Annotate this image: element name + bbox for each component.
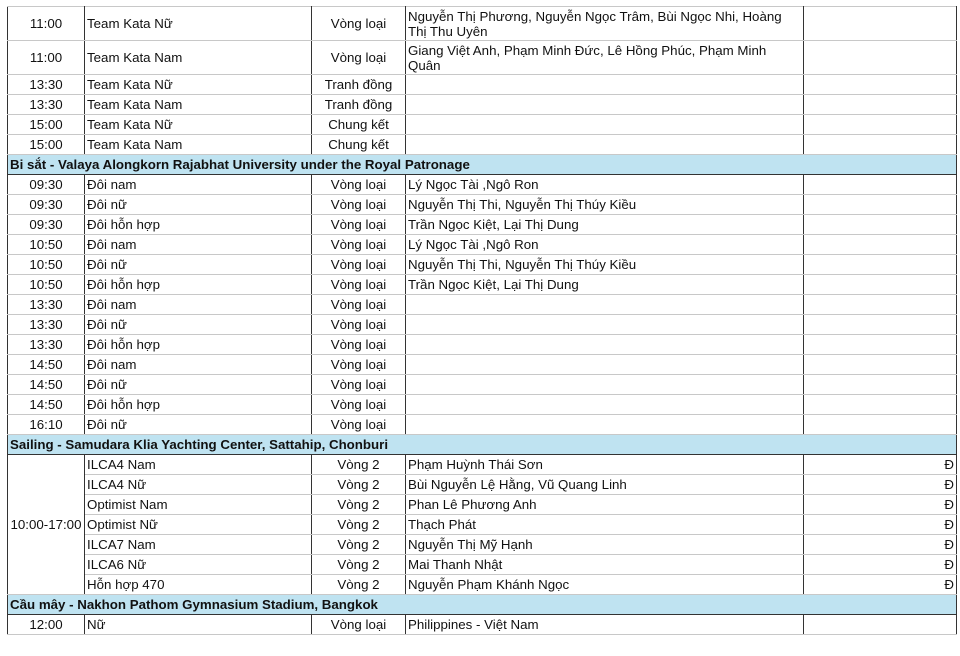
athletes-cell bbox=[406, 355, 804, 375]
athletes-cell: Trần Ngọc Kiệt, Lại Thị Dung bbox=[406, 275, 804, 295]
event-cell: ILCA4 Nam bbox=[85, 455, 312, 475]
athletes-cell: Nguyễn Phạm Khánh Ngọc bbox=[406, 575, 804, 595]
table-row bbox=[8, 235, 957, 255]
round-cell: Vòng 2 bbox=[312, 455, 406, 475]
extra-cell bbox=[804, 295, 957, 315]
extra-cell bbox=[804, 235, 957, 255]
athletes-cell: Giang Việt Anh, Phạm Minh Đức, Lê Hồng Phúc, Phạm Minh Quân bbox=[406, 41, 804, 75]
table-row bbox=[8, 115, 957, 135]
table-row bbox=[8, 575, 957, 595]
event-cell: ILCA4 Nữ bbox=[85, 475, 312, 495]
event-cell: Team Kata Nam bbox=[85, 135, 312, 155]
athletes-cell: Lý Ngọc Tài ,Ngô Ron bbox=[406, 175, 804, 195]
time-cell: 09:30 bbox=[8, 175, 85, 195]
round-cell: Vòng loại bbox=[312, 335, 406, 355]
event-cell: Đôi nữ bbox=[85, 255, 312, 275]
extra-cell bbox=[804, 335, 957, 355]
round-cell: Vòng loại bbox=[312, 395, 406, 415]
event-cell: Đôi nam bbox=[85, 295, 312, 315]
round-cell: Vòng loại bbox=[312, 41, 406, 75]
table-row bbox=[8, 615, 957, 635]
event-cell: Đôi nam bbox=[85, 355, 312, 375]
extra-cell: Đ bbox=[804, 495, 957, 515]
table-row bbox=[8, 555, 957, 575]
extra-cell bbox=[804, 355, 957, 375]
round-cell: Vòng loại bbox=[312, 315, 406, 335]
round-cell: Vòng loại bbox=[312, 415, 406, 435]
table-row bbox=[8, 215, 957, 235]
table-row bbox=[8, 355, 957, 375]
time-cell: 14:50 bbox=[8, 375, 85, 395]
athletes-cell: Thạch Phát bbox=[406, 515, 804, 535]
section-header-sepak-takraw bbox=[8, 595, 957, 615]
table-row bbox=[8, 495, 957, 515]
extra-cell: Đ bbox=[804, 575, 957, 595]
athletes-cell: Trần Ngọc Kiệt, Lại Thị Dung bbox=[406, 215, 804, 235]
extra-cell: Đ bbox=[804, 535, 957, 555]
extra-cell: Đ bbox=[804, 455, 957, 475]
time-cell: 15:00 bbox=[8, 135, 85, 155]
event-cell: Đôi nam bbox=[85, 235, 312, 255]
time-cell: 14:50 bbox=[8, 395, 85, 415]
table-row bbox=[8, 415, 957, 435]
athletes-cell bbox=[406, 375, 804, 395]
time-cell: 10:50 bbox=[8, 275, 85, 295]
event-cell: ILCA7 Nam bbox=[85, 535, 312, 555]
round-cell: Vòng 2 bbox=[312, 515, 406, 535]
round-cell: Vòng loại bbox=[312, 195, 406, 215]
event-cell: Optimist Nam bbox=[85, 495, 312, 515]
round-cell: Tranh đồng bbox=[312, 95, 406, 115]
time-cell: 11:00 bbox=[8, 41, 85, 75]
athletes-cell: Nguyễn Thị Phương, Nguyễn Ngọc Trâm, Bùi Ngọc Nhi, Hoàng Thị Thu Uyên bbox=[406, 7, 804, 41]
round-cell: Vòng 2 bbox=[312, 495, 406, 515]
athletes-cell: Mai Thanh Nhật bbox=[406, 555, 804, 575]
event-cell: ILCA6 Nữ bbox=[85, 555, 312, 575]
table-row bbox=[8, 395, 957, 415]
round-cell: Vòng loại bbox=[312, 7, 406, 41]
round-cell: Chung kết bbox=[312, 115, 406, 135]
schedule-table bbox=[7, 6, 957, 635]
athletes-cell: Philippines - Việt Nam bbox=[406, 615, 804, 635]
extra-cell bbox=[804, 41, 957, 75]
table-row bbox=[8, 315, 957, 335]
table-row bbox=[8, 135, 957, 155]
section-title: Sailing - Samudara Klia Yachting Center, Sattahip, Chonburi bbox=[8, 435, 957, 455]
round-cell: Vòng loại bbox=[312, 295, 406, 315]
event-cell: Đôi nữ bbox=[85, 375, 312, 395]
round-cell: Vòng 2 bbox=[312, 475, 406, 495]
event-cell: Đôi hỗn hợp bbox=[85, 395, 312, 415]
athletes-cell bbox=[406, 395, 804, 415]
athletes-cell bbox=[406, 315, 804, 335]
athletes-cell bbox=[406, 115, 804, 135]
time-cell: 13:30 bbox=[8, 75, 85, 95]
event-cell: Team Kata Nữ bbox=[85, 7, 312, 41]
athletes-cell: Phạm Huỳnh Thái Sơn bbox=[406, 455, 804, 475]
time-cell: 10:50 bbox=[8, 235, 85, 255]
extra-cell bbox=[804, 95, 957, 115]
extra-cell bbox=[804, 135, 957, 155]
event-cell: Team Kata Nam bbox=[85, 41, 312, 75]
event-cell: Đôi hỗn hợp bbox=[85, 275, 312, 295]
extra-cell: Đ bbox=[804, 555, 957, 575]
round-cell: Vòng 2 bbox=[312, 535, 406, 555]
section-header-petanque bbox=[8, 155, 957, 175]
extra-cell bbox=[804, 115, 957, 135]
round-cell: Vòng loại bbox=[312, 275, 406, 295]
table-row bbox=[8, 535, 957, 555]
athletes-cell bbox=[406, 415, 804, 435]
extra-cell bbox=[804, 275, 957, 295]
table-row bbox=[8, 75, 957, 95]
athletes-cell: Lý Ngọc Tài ,Ngô Ron bbox=[406, 235, 804, 255]
athletes-cell bbox=[406, 95, 804, 115]
extra-cell bbox=[804, 215, 957, 235]
round-cell: Vòng loại bbox=[312, 355, 406, 375]
time-cell: 09:30 bbox=[8, 195, 85, 215]
table-row bbox=[8, 475, 957, 495]
athletes-cell: Nguyễn Thị Thi, Nguyễn Thị Thúy Kiều bbox=[406, 195, 804, 215]
athletes-cell: Bùi Nguyễn Lệ Hằng, Vũ Quang Linh bbox=[406, 475, 804, 495]
time-cell: 14:50 bbox=[8, 355, 85, 375]
event-cell: Team Kata Nữ bbox=[85, 115, 312, 135]
athletes-cell: Phan Lê Phương Anh bbox=[406, 495, 804, 515]
round-cell: Vòng loại bbox=[312, 175, 406, 195]
event-cell: Team Kata Nam bbox=[85, 95, 312, 115]
extra-cell bbox=[804, 175, 957, 195]
extra-cell bbox=[804, 7, 957, 41]
event-cell: Hỗn hợp 470 bbox=[85, 575, 312, 595]
athletes-cell bbox=[406, 75, 804, 95]
time-cell: 12:00 bbox=[8, 615, 85, 635]
table-row bbox=[8, 455, 957, 475]
extra-cell bbox=[804, 75, 957, 95]
athletes-cell bbox=[406, 135, 804, 155]
extra-cell bbox=[804, 395, 957, 415]
round-cell: Vòng loại bbox=[312, 375, 406, 395]
table-row bbox=[8, 195, 957, 215]
section-title: Bi sắt - Valaya Alongkorn Rajabhat University under the Royal Patronage bbox=[8, 155, 957, 175]
time-cell: 10:50 bbox=[8, 255, 85, 275]
event-cell: Đôi hỗn hợp bbox=[85, 215, 312, 235]
event-cell: Đôi nữ bbox=[85, 315, 312, 335]
time-cell: 15:00 bbox=[8, 115, 85, 135]
event-cell: Đôi nam bbox=[85, 175, 312, 195]
table-row bbox=[8, 335, 957, 355]
time-cell: 13:30 bbox=[8, 95, 85, 115]
section-header-sailing bbox=[8, 435, 957, 455]
section-title: Cầu mây - Nakhon Pathom Gymnasium Stadium, Bangkok bbox=[8, 595, 957, 615]
extra-cell bbox=[804, 615, 957, 635]
event-cell: Team Kata Nữ bbox=[85, 75, 312, 95]
extra-cell bbox=[804, 195, 957, 215]
table-row bbox=[8, 295, 957, 315]
round-cell: Vòng 2 bbox=[312, 555, 406, 575]
table-row bbox=[8, 95, 957, 115]
extra-cell bbox=[804, 375, 957, 395]
event-cell: Nữ bbox=[85, 615, 312, 635]
table-row bbox=[8, 41, 957, 75]
table-row bbox=[8, 375, 957, 395]
time-cell: 13:30 bbox=[8, 335, 85, 355]
extra-cell: Đ bbox=[804, 515, 957, 535]
extra-cell bbox=[804, 255, 957, 275]
extra-cell: Đ bbox=[804, 475, 957, 495]
event-cell: Optimist Nữ bbox=[85, 515, 312, 535]
event-cell: Đôi hỗn hợp bbox=[85, 335, 312, 355]
table-row bbox=[8, 515, 957, 535]
event-cell: Đôi nữ bbox=[85, 415, 312, 435]
time-cell: 13:30 bbox=[8, 295, 85, 315]
round-cell: Vòng loại bbox=[312, 235, 406, 255]
table-row bbox=[8, 7, 957, 41]
round-cell: Vòng loại bbox=[312, 255, 406, 275]
time-cell: 13:30 bbox=[8, 315, 85, 335]
athletes-cell bbox=[406, 335, 804, 355]
table-row bbox=[8, 175, 957, 195]
athletes-cell: Nguyễn Thị Thi, Nguyễn Thị Thúy Kiều bbox=[406, 255, 804, 275]
time-cell: 11:00 bbox=[8, 7, 85, 41]
time-cell: 16:10 bbox=[8, 415, 85, 435]
athletes-cell: Nguyễn Thị Mỹ Hạnh bbox=[406, 535, 804, 555]
round-cell: Vòng 2 bbox=[312, 575, 406, 595]
time-cell: 09:30 bbox=[8, 215, 85, 235]
extra-cell bbox=[804, 415, 957, 435]
table-row bbox=[8, 255, 957, 275]
table-row bbox=[8, 275, 957, 295]
extra-cell bbox=[804, 315, 957, 335]
round-cell: Vòng loại bbox=[312, 615, 406, 635]
round-cell: Tranh đồng bbox=[312, 75, 406, 95]
athletes-cell bbox=[406, 295, 804, 315]
round-cell: Chung kết bbox=[312, 135, 406, 155]
round-cell: Vòng loại bbox=[312, 215, 406, 235]
time-cell: 10:00-17:00 bbox=[8, 455, 85, 595]
event-cell: Đôi nữ bbox=[85, 195, 312, 215]
